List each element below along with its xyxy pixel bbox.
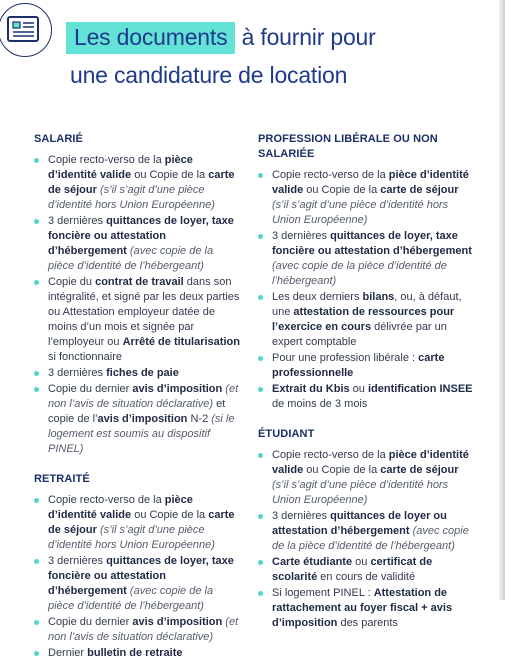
title-rest: à fournir pour	[241, 24, 376, 50]
document-icon	[0, 3, 52, 57]
list-item: Pour une profession libérale : carte professionnelle	[258, 351, 476, 381]
salarie-list	[34, 153, 242, 457]
list-item: 3 dernières quittances de loyer, taxe foncière ou attestation d’hébergement (avec copie de la pièce d’identité de l’hébergeant)	[258, 229, 476, 289]
title-highlight: Les documents	[66, 22, 235, 54]
page-title-line-2: une candidature de location	[70, 62, 348, 88]
etudiant-list	[258, 448, 476, 631]
list-item: Copie du dernier avis d’imposition (et non l’avis de situation déclarative) et copie de l’avis d’imposition N-2 (si le logement est soumis au dispositif PINEL)	[34, 382, 242, 457]
list-item: Copie recto-verso de la pièce d’identité valide ou Copie de la carte de séjour (s’il s’agit d’une pièce d’identité hors Union Européenne)	[34, 493, 242, 553]
liberale-list	[258, 168, 476, 412]
list-item: Dernier bulletin de retraite	[34, 646, 242, 661]
list-item: 3 dernières quittances de loyer, taxe foncière ou attestation d’hébergement (avec copie de la pièce d’identité de l’hébergeant)	[34, 554, 242, 614]
section-heading-etudiant: ÉTUDIANT	[258, 428, 315, 440]
list-item: Les deux derniers bilans, ou, à défaut, une attestation de ressources pour l’exercice en cours délivrée par un expert comptable	[258, 290, 476, 350]
page-edge-shadow	[499, 0, 505, 600]
list-item: Si logement PINEL : Attestation de rattachement au foyer fiscal + avis d’imposition des parents	[258, 586, 476, 631]
list-item: 3 dernières quittances de loyer ou attestation d’hébergement (avec copie de la pièce d’identité de l’hébergeant)	[258, 509, 476, 554]
retraite-list	[34, 493, 242, 661]
list-item: Extrait du Kbis ou identification INSEE de moins de 3 mois	[258, 382, 476, 412]
list-item: Carte étudiante ou certificat de scolarité en cours de validité	[258, 555, 476, 585]
section-heading-liberale: PROFESSION LIBÉRALE OU NON SALARIÉE	[258, 133, 438, 160]
list-item: Copie du dernier avis d’imposition (et non l’avis de situation déclarative)	[34, 615, 242, 645]
right-column	[258, 122, 476, 632]
section-heading-salarie: SALARIÉ	[34, 133, 83, 145]
list-item: 3 dernières fiches de paie	[34, 366, 242, 381]
list-item: Copie recto-verso de la pièce d’identité valide ou Copie de la carte de séjour (s’il s’agit d’une pièce d’identité hors Union Européenne)	[34, 153, 242, 213]
list-item: 3 dernières quittances de loyer, taxe foncière ou attestation d’hébergement (avec copie de la pièce d’identité de l’hébergeant)	[34, 214, 242, 274]
list-item: Copie du contrat de travail dans son intégralité, et signé par les deux parties ou Attestation employeur datée de moins d’un mois et signée par l’employeur ou Arrêté de titularisation si fonctionnaire	[34, 275, 242, 365]
page-title-line-1	[66, 24, 376, 51]
section-heading-retraite: RETRAITÉ	[34, 473, 90, 485]
left-column	[34, 122, 242, 662]
list-item: Copie recto-verso de la pièce d’identité valide ou Copie de la carte de séjour (s’il s’agit d’une pièce d’identité hors Union Européenne)	[258, 448, 476, 508]
list-item: Copie recto-verso de la pièce d’identité valide ou Copie de la carte de séjour (s’il s’agit d’une pièce d’identité hors Union Européenne)	[258, 168, 476, 228]
